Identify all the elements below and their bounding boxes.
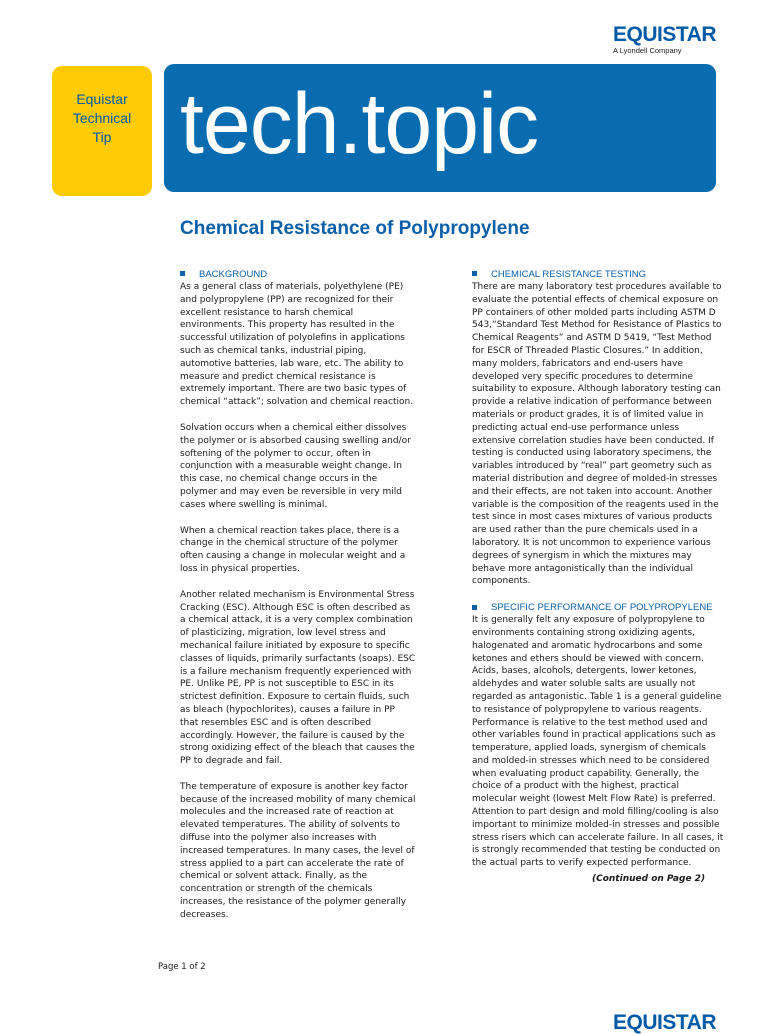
logo-tagline: A Lyondell Company <box>613 46 682 55</box>
square-bullet-icon <box>472 271 477 276</box>
document-title: Chemical Resistance of Polypropylene <box>180 218 530 239</box>
equistar-logo <box>613 24 716 55</box>
section-heading-testing: CHEMICAL RESISTANCE TESTING <box>472 268 724 281</box>
paragraph: The temperature of exposure is another key factor because of the increased mobility of many chemical molecules and the increased rate of reaction at elevated temperatures. The ability of solvents to diffuse into the polymer also increases with increased temperatures. In many cases, the level of stress applied to a part can accelerate the rate of chemical or solvent attack. Finally, as the concentration or strength of the chemicals increases, the resistance of the polymer generally decreases. <box>180 781 416 920</box>
paragraph: Another related mechanism is Environmental Stress Cracking (ESC). Although ESC is often described as a chemical attack, it is a very complex combination of plasticizing, migration, low level stress and mechanical failure initiated by exposure to specific classes of liquids, primarily surfactants (soaps). ESC is a failure mechanism frequently experienced with PE. Unlike PE, PP is not susceptible to ESC in its strictest definition. Exposure to certain fluids, such as bleach (hypochlorites), causes a failure in PP that resembles ESC and is often described accordingly. However, the failure is caused by the strong oxidizing effect of the bleach that causes the PP to degrade and fail. <box>180 589 416 767</box>
paragraph: Solvation occurs when a chemical either dissolves the polymer or is absorbed causing swelling and/or softening of the polymer to occur, often in conjunction with a measurable weight change. In this case, no chemical change occurs in the polymer and may even be reversible in very mild cases where swelling is minimal. <box>180 422 411 510</box>
square-bullet-icon <box>472 605 477 610</box>
footer-logo: EQUISTAR <box>613 1011 716 1034</box>
tip-line-1: Equistar <box>76 91 128 107</box>
section-heading-background: BACKGROUND <box>180 268 416 281</box>
paragraph: There are many laboratory test procedures available to evaluate the potential effects of chemical exposure on PP containers of other molded parts including ASTM D 543,“Standard Test Method for Resistance of Plastics to Chemical Reagents” and ASTM D 5419, “Test Method for ESCR of Threaded Plastic Closures.” In addition, many molders, fabricators and end-users have developed very specific procedures to determine suitability to exposure. Although laboratory testing can provide a relative indication of performance between materials or product grades, it is of limited value in predicting actual end-use performance unless extensive correlation studies have been conducted. If testing is conducted using laboratory specimens, the variables introduced by “real” part geometry such as material distribution and degree of molded-in stresses and their effects, are not taken into account. Another variable is the composition of the reagents used in the test since in most cases mixtures of various products are used rather than the pure chemicals used in a laboratory. It is not uncommon to experience various degrees of synergism in which the mixtures may behave more antagonistically than the individual components. <box>472 282 722 587</box>
tip-line-2: Technical <box>72 110 132 126</box>
banner-title: tech.topic <box>180 76 539 172</box>
left-column <box>180 268 416 935</box>
tech-topic-banner <box>164 64 716 192</box>
technical-tip-box <box>52 66 152 196</box>
page-number: Page 1 of 2 <box>158 962 206 972</box>
tip-line-3: Tip <box>92 129 112 145</box>
section-heading-performance: SPECIFIC PERFORMANCE OF POLYPROPYLENE <box>472 601 724 614</box>
logo-wordmark: EQUISTAR <box>613 23 716 46</box>
square-bullet-icon <box>180 271 185 276</box>
continued-note: (Continued on Page 2) <box>592 874 706 884</box>
right-column <box>472 268 724 883</box>
paragraph: When a chemical reaction takes place, there is a change in the chemical structure of the polymer often causing a change in molecular weight and a loss in physical properties. <box>180 525 406 574</box>
paragraph: It is generally felt any exposure of polypropylene to environments containing strong oxidizing agents, halogenated and aromatic hydrocarbons and some ketones and ethers should be viewed with concern. Acids, bases, alcohols, detergents, lower ketones, aldehydes and water soluble salts are usually not regarded as antagonistic. Table 1 is a general guideline to resistance of polypropylene to various reagents. Performance is relative to the test method used and other variables found in practical applications such as temperature, applied loads, synergism of chemicals and molded-in stresses which need to be considered when evaluating product capability. Generally, the choice of a product with the highest, practical molecular weight (lowest Melt Flow Rate) is preferred. Attention to part design and mold filling/cooling is also important to minimize molded-in stresses and possible stress risers which can accelerate failure. In all cases, it is strongly recommended that testing be conducted on the actual parts to verify expected performance. <box>472 615 724 869</box>
paragraph: As a general class of materials, polyethylene (PE) and polypropylene (PP) are recognized for their excellent resistance to harsh chemical environments. This property has resulted in the successful utilization of polyolefins in applications such as chemical tanks, industrial piping, automotive batteries, lab ware, etc. The ability to measure and predict chemical resistance is extremely important. There are two basic types of chemical “attack”; solvation and chemical reaction. <box>180 282 414 408</box>
